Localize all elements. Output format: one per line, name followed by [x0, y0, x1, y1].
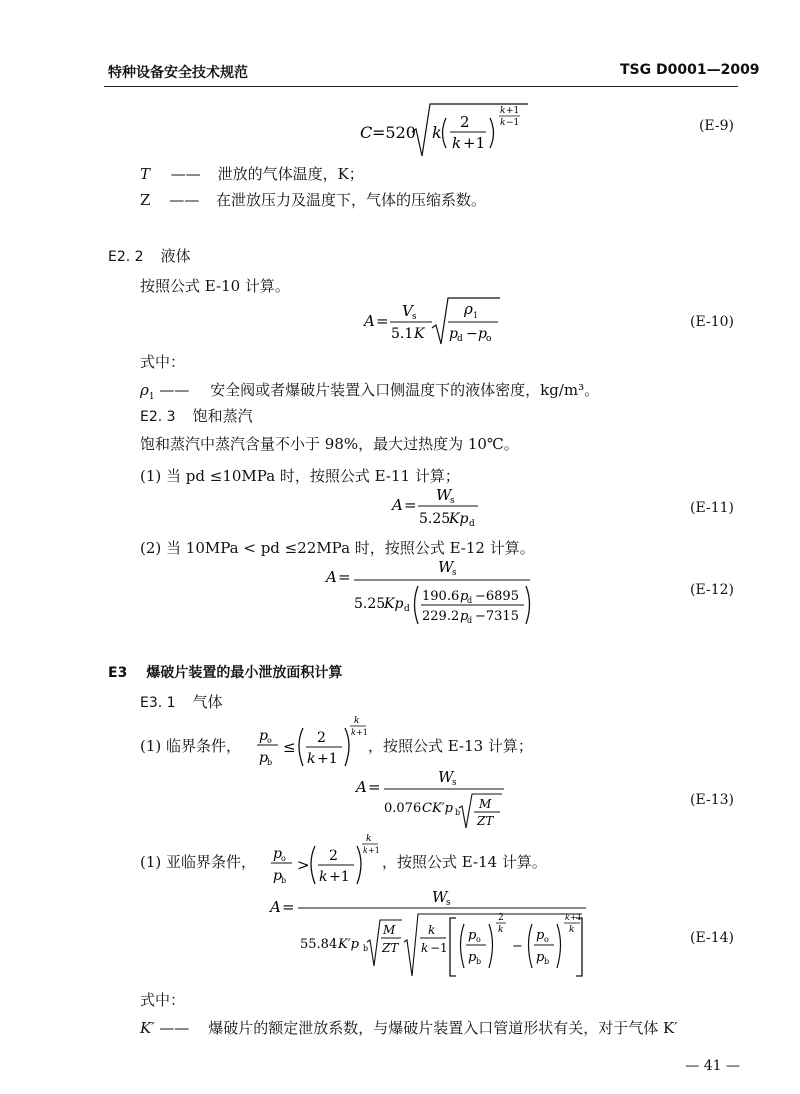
svg-text:5.25: 5.25 [419, 511, 451, 527]
svg-text:o: o [544, 935, 549, 944]
svg-text:2: 2 [498, 913, 504, 923]
svg-text:k: k [569, 925, 575, 935]
svg-text:−: − [466, 326, 478, 342]
svg-text:>: > [297, 856, 310, 874]
def-T-text: 泄放的气体温度，K； [217, 165, 364, 183]
svg-text:p: p [259, 750, 268, 766]
svg-text:W: W [438, 768, 454, 786]
svg-text:ZT: ZT [382, 941, 399, 955]
e3-1-item1-pre: (1) 临界条件， [140, 737, 242, 755]
svg-text:s: s [452, 568, 457, 578]
section-e3-1-heading [140, 692, 223, 712]
svg-text:−: − [512, 939, 523, 954]
formula-e12 [326, 556, 536, 630]
svg-text:C: C [360, 123, 373, 142]
page-number: — 41 — [685, 1058, 740, 1074]
svg-text:+1: +1 [329, 869, 350, 885]
svg-text:55.84: 55.84 [300, 937, 338, 952]
svg-text:A: A [356, 778, 367, 796]
svg-text:M: M [479, 797, 492, 811]
svg-text:1: 1 [473, 311, 479, 320]
svg-text:Kp: Kp [449, 511, 469, 527]
svg-text:p: p [536, 950, 545, 965]
def-kprime-symbol: K′ [140, 1019, 155, 1037]
eq-number-e9: (E-9) [698, 118, 734, 134]
svg-text:K: K [414, 326, 425, 342]
svg-text:p: p [536, 928, 545, 943]
formula-e11 [392, 482, 492, 530]
svg-text:b: b [281, 876, 287, 885]
svg-text:+1: +1 [368, 846, 380, 855]
svg-text:ZT: ZT [477, 814, 494, 828]
svg-text:=: = [368, 778, 381, 796]
where-label-1: 式中： [140, 353, 186, 371]
svg-text:s: s [452, 778, 457, 788]
svg-text:p: p [460, 589, 469, 604]
svg-text:+1: +1 [463, 134, 486, 152]
svg-text:p: p [273, 868, 282, 884]
def-kprime [140, 1018, 678, 1038]
section-title: 液体 [160, 247, 191, 265]
def-Z [140, 190, 486, 210]
svg-text:W: W [432, 888, 448, 906]
svg-text:M: M [383, 923, 396, 937]
svg-text:p: p [449, 326, 458, 342]
def-rho-text: 安全阀或者爆破片装置入口侧温度下的液体密度，kg/m³。 [210, 381, 600, 399]
svg-text:p: p [468, 928, 477, 943]
formula-critical-condition [256, 712, 366, 772]
e2-3-line1: 饱和蒸汽中蒸汽含量不小于 98%，最大过热度为 10℃。 [140, 435, 519, 453]
svg-text:5.1: 5.1 [391, 326, 414, 342]
svg-text:b: b [476, 957, 482, 966]
svg-text:k: k [500, 106, 506, 116]
svg-text:d: d [467, 596, 473, 605]
svg-text:b: b [267, 758, 273, 767]
svg-text:2: 2 [329, 848, 338, 864]
def-Z-text: 在泄放压力及温度下，气体的压缩系数。 [216, 191, 487, 209]
svg-text:k: k [565, 913, 570, 922]
svg-text:k: k [500, 118, 506, 128]
svg-text:k: k [432, 123, 442, 142]
e3-1-item1-post: ，按照公式 E-13 计算； [368, 737, 533, 755]
section-title: 爆破片装置的最小泄放面积计算 [146, 665, 343, 681]
svg-text:=: = [338, 568, 351, 586]
formula-subcritical-condition [270, 830, 380, 890]
header-title-left: 特种设备安全技术规范 [108, 65, 248, 81]
svg-text:p: p [273, 846, 282, 862]
section-number: E2. 3 [140, 409, 176, 425]
def-Z-symbol: Z [140, 191, 151, 209]
svg-text:ρ: ρ [464, 300, 473, 318]
section-e3-heading [108, 662, 342, 682]
svg-text:o: o [281, 854, 286, 863]
svg-text:5.25: 5.25 [354, 596, 386, 612]
svg-text:−7315: −7315 [475, 609, 519, 624]
svg-text:CK′p: CK′p [422, 801, 453, 816]
e3-1-item2-pre: (1) 亚临界条件， [140, 853, 257, 871]
formula-e14 [270, 884, 590, 982]
svg-text:k: k [354, 716, 360, 726]
svg-text:b: b [363, 944, 369, 953]
section-title: 气体 [192, 693, 223, 711]
formula-e13 [356, 764, 516, 834]
svg-text:=: = [404, 496, 417, 514]
svg-text:A: A [364, 312, 375, 330]
svg-text:229.2: 229.2 [422, 609, 460, 624]
eq-number-e10: (E-10) [690, 314, 734, 330]
def-T-dash: —— [170, 165, 201, 183]
eq-number-e13: (E-13) [690, 792, 734, 808]
def-kprime-text: 爆破片的额定泄放系数，与爆破片装置入口管道形状有关，对于气体 K′ [208, 1019, 678, 1037]
svg-text:k: k [363, 846, 368, 855]
def-kprime-dash: —— [159, 1019, 190, 1037]
eq-number-e11: (E-11) [690, 500, 734, 516]
svg-text:d: d [469, 519, 475, 529]
def-rho-symbol: ρ [140, 381, 149, 399]
def-rho-dash: —— [159, 381, 190, 399]
svg-text:+1: +1 [570, 913, 582, 922]
svg-text:A: A [392, 496, 403, 514]
svg-text:−1: −1 [506, 118, 520, 128]
def-rho [140, 380, 599, 407]
svg-text:p: p [478, 326, 487, 342]
svg-text:p: p [468, 950, 477, 965]
svg-text:A: A [270, 898, 281, 916]
svg-text:k: k [498, 925, 504, 935]
section-number: E2. 2 [108, 249, 144, 265]
svg-text:d: d [467, 616, 473, 625]
svg-text:Kp: Kp [384, 596, 404, 612]
section-title: 饱和蒸汽 [192, 407, 253, 425]
svg-text:190.6: 190.6 [422, 589, 460, 604]
svg-text:p: p [460, 609, 469, 624]
svg-text:+1: +1 [317, 751, 338, 767]
section-number: E3. 1 [140, 695, 176, 711]
def-T [140, 164, 364, 184]
def-T-symbol: T [140, 165, 151, 183]
svg-text:k: k [366, 834, 372, 844]
svg-text:k: k [319, 869, 328, 885]
svg-text:=: = [376, 312, 389, 330]
def-Z-dash: —— [169, 191, 200, 209]
header-rule [104, 86, 738, 87]
svg-text:+1: +1 [506, 106, 520, 116]
e2-2-instruction: 按照公式 E-10 计算。 [140, 277, 290, 295]
svg-text:W: W [438, 558, 454, 576]
formula-e9 [360, 100, 540, 162]
svg-text:−6895: −6895 [475, 589, 519, 604]
section-e2-2-heading [108, 246, 191, 266]
svg-text:2: 2 [460, 113, 470, 131]
svg-text:p: p [259, 728, 268, 744]
svg-text:k: k [421, 941, 429, 955]
svg-text:V: V [402, 302, 413, 320]
e2-3-item1: (1) 当 pd ≤10MPa 时，按照公式 E-11 计算； [140, 467, 460, 485]
svg-text:o: o [486, 334, 492, 344]
svg-text:d: d [457, 334, 463, 344]
svg-text:k: k [452, 134, 462, 152]
header-standard-code: TSG D0001—2009 [620, 62, 760, 78]
svg-text:k: k [428, 923, 436, 937]
formula-e10 [364, 294, 504, 346]
svg-text:b: b [544, 957, 550, 966]
svg-text:k: k [351, 728, 356, 737]
section-e2-3-heading [140, 406, 253, 426]
svg-text:−1: −1 [430, 941, 448, 955]
section-number: E3 [108, 665, 128, 681]
svg-text:W: W [436, 486, 452, 504]
eq-number-e14: (E-14) [690, 930, 734, 946]
svg-text:o: o [267, 736, 272, 745]
svg-text:≤: ≤ [283, 738, 296, 756]
svg-text:=520: =520 [372, 123, 416, 142]
eq-number-e12: (E-12) [690, 582, 734, 598]
svg-text:2: 2 [317, 730, 326, 746]
svg-text:0.076: 0.076 [384, 801, 422, 816]
svg-text:+1: +1 [356, 728, 368, 737]
svg-text:=: = [282, 898, 295, 916]
svg-text:d: d [404, 604, 410, 614]
svg-text:o: o [476, 935, 481, 944]
e3-1-item2-post: ，按照公式 E-14 计算。 [382, 853, 547, 871]
where-label-2: 式中： [140, 991, 186, 1009]
svg-text:k: k [307, 751, 316, 767]
svg-text:A: A [326, 568, 337, 586]
svg-text:s: s [446, 898, 451, 908]
svg-text:s: s [450, 496, 455, 506]
svg-text:b: b [455, 808, 461, 817]
svg-text:K′p: K′p [338, 937, 359, 952]
e2-3-item2: (2) 当 10MPa < pd ≤22MPa 时，按照公式 E-12 计算。 [140, 539, 535, 557]
svg-text:s: s [412, 312, 417, 322]
def-rho-subscript: 1 [148, 392, 155, 402]
